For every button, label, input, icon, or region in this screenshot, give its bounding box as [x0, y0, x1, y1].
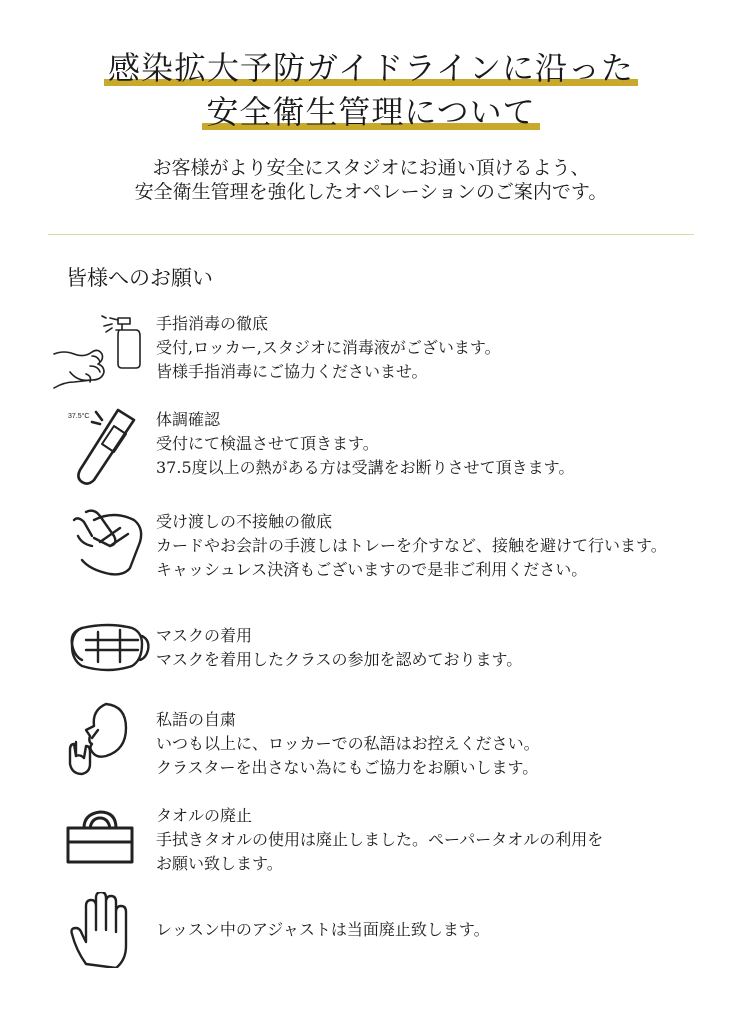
item-line-3-2: キャッシュレス決済もございますので是非ご利用ください。 [156, 560, 588, 579]
item-line-6-1: 手拭きタオルの使用は廃止しました。ペーパータオルの利用を [156, 830, 604, 849]
item-line-2-2: 37.5度以上の熱がある方は受講をお断りさせて頂きます。 [156, 458, 575, 477]
item-line-1-2: 皆様手指消毒にご協力くださいませ。 [156, 362, 428, 381]
hand-sanitizer-icon [50, 310, 150, 396]
item-heading-1: 手指消毒の徹底 [156, 314, 269, 333]
item-line-5-1: いつも以上に、ロッカーでの私語はお控えください。 [156, 734, 540, 753]
title-text-1: 感染拡大予防ガイドラインに沿った [107, 49, 635, 87]
thermometer-icon [66, 404, 146, 486]
item-text-2 [156, 408, 574, 480]
quiet-icon [62, 700, 134, 780]
item-text-5 [156, 708, 540, 780]
item-text-6 [156, 804, 603, 876]
item-line-2-1: 受付にて検温させて頂きます。 [156, 434, 379, 453]
mask-icon [68, 614, 152, 680]
item-heading-5: 私語の自粛 [156, 710, 237, 729]
item-heading-6: タオルの廃止 [156, 806, 253, 825]
title-line-2 [0, 92, 742, 132]
item-text-7 [156, 918, 490, 942]
item-heading-4: マスクの着用 [156, 626, 253, 645]
intro [0, 156, 742, 204]
title-line-1 [0, 48, 742, 88]
item-text-3 [156, 510, 667, 582]
item-heading-2: 体調確認 [156, 410, 221, 429]
item-line-4-1: マスクを着用したクラスの参加を認めております。 [156, 650, 523, 669]
title-text-2: 安全衛生管理について [206, 93, 536, 131]
item-text-1 [156, 312, 501, 384]
thermometer-reading: 37.5°C [68, 413, 90, 420]
tray-hand-icon [70, 506, 150, 578]
hand-stop-icon [68, 892, 134, 968]
intro-line-1: お客様がより安全にスタジオにお通い頂けるよう、 [152, 157, 590, 179]
item-line-6-2: お願い致します。 [156, 854, 283, 873]
item-heading-3: 受け渡しの不接触の徹底 [156, 512, 333, 531]
section-title: 皆様へのお願い [66, 266, 213, 290]
tissue-box-icon [64, 806, 136, 868]
item-line-5-2: クラスターを出さない為にもご協力をお願いします。 [156, 758, 539, 777]
divider [48, 234, 694, 235]
item-line-7-1: レッスン中のアジャストは当面廃止致します。 [156, 920, 490, 939]
item-text-4 [156, 624, 522, 672]
item-line-1-1: 受付,ロッカー,スタジオに消毒液がございます。 [156, 338, 501, 357]
intro-line-2: 安全衛生管理を強化したオペレーションのご案内です。 [134, 181, 608, 203]
item-line-3-1: カードやお会計の手渡しはトレーを介すなど、接触を避けて行います。 [156, 536, 667, 555]
